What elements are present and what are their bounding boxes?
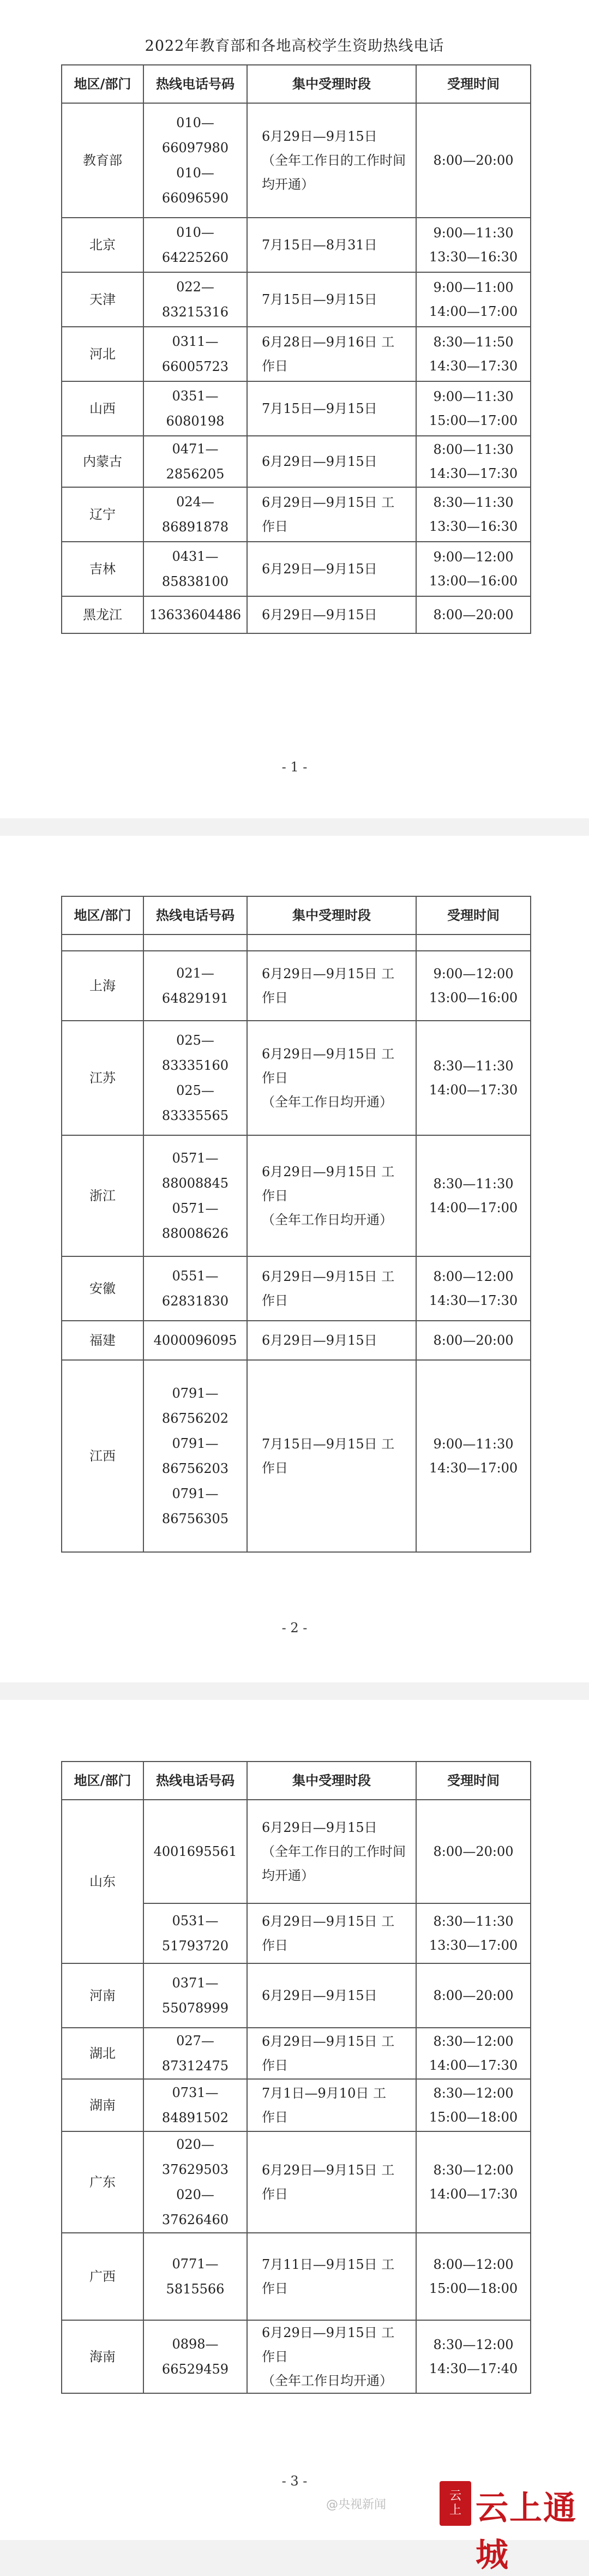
cell-line: 作日 bbox=[262, 1188, 288, 1203]
cell-line: 作日 bbox=[262, 2058, 288, 2073]
cell-period bbox=[247, 542, 416, 596]
cell-line: 6月29日—9月15日 工 bbox=[262, 1164, 395, 1179]
table-row bbox=[62, 487, 531, 542]
cell-region: 湖南 bbox=[62, 2079, 143, 2131]
brand-watermark: 云上通城 bbox=[476, 2489, 577, 2574]
cell-line: 51793720 bbox=[161, 1938, 229, 1954]
cell-line: 020— bbox=[176, 2187, 214, 2202]
table-row bbox=[62, 2233, 531, 2320]
header-region: 地区/部门 bbox=[62, 65, 143, 103]
cell-period bbox=[247, 1135, 416, 1256]
cell-line: 62831830 bbox=[161, 1293, 229, 1309]
cell-hours bbox=[416, 2233, 531, 2320]
hotline-table-page-3 bbox=[61, 1761, 531, 2394]
cell-line: 9:00—12:00 bbox=[433, 549, 514, 565]
cell-period bbox=[247, 1256, 416, 1321]
table-row bbox=[62, 381, 531, 436]
cell-line: 9:00—12:00 bbox=[433, 966, 514, 981]
cell-region: 山西 bbox=[62, 381, 143, 436]
table-row bbox=[62, 596, 531, 633]
cell-hours bbox=[416, 1256, 531, 1321]
cell-line: 14:30—17:00 bbox=[429, 1460, 518, 1476]
cell-line: 均开通） bbox=[262, 177, 314, 192]
cell-line: 83215316 bbox=[161, 304, 229, 320]
cell-phone bbox=[143, 381, 247, 436]
cell-line: 66005723 bbox=[161, 359, 229, 374]
cell-period bbox=[247, 596, 416, 633]
cell-line: 14:00—17:30 bbox=[429, 2058, 518, 2073]
cell-line: 8:00—11:30 bbox=[433, 442, 514, 457]
cell-phone bbox=[143, 951, 247, 1021]
cell-hours bbox=[416, 1321, 531, 1360]
cell-hours bbox=[416, 218, 531, 272]
cell-line: 作日 bbox=[262, 2110, 288, 2125]
cell-line: 6月29日—9月15日 bbox=[262, 1333, 377, 1348]
header-region: 地区/部门 bbox=[62, 1762, 143, 1800]
cell-hours bbox=[416, 103, 531, 218]
cell-line: 86756203 bbox=[161, 1461, 229, 1476]
cell-line: 6月29日—9月15日 工 bbox=[262, 1269, 395, 1284]
header-hours: 受理时间 bbox=[416, 65, 531, 103]
cell-line: 88008845 bbox=[161, 1176, 229, 1191]
header-hours: 受理时间 bbox=[416, 1762, 531, 1800]
cell-line: 9:00—11:30 bbox=[433, 389, 514, 404]
cell-line: 0731— bbox=[172, 2085, 219, 2100]
cell-hours bbox=[416, 1903, 531, 1963]
cell-line: 6月29日—9月15日 bbox=[262, 1820, 377, 1835]
cell-line: 0791— bbox=[172, 1486, 219, 1501]
cell-region: 辽宁 bbox=[62, 487, 143, 542]
cell-hours bbox=[416, 487, 531, 542]
cell-line: 14:00—17:30 bbox=[429, 1082, 518, 1098]
cell-region: 北京 bbox=[62, 218, 143, 272]
cell-line: 8:00—12:00 bbox=[433, 2257, 514, 2272]
cell-line: 作日 bbox=[262, 2281, 288, 2296]
cell-period bbox=[247, 272, 416, 327]
cell-hours bbox=[416, 381, 531, 436]
cell-phone bbox=[143, 1963, 247, 2028]
cell-period bbox=[247, 2028, 416, 2079]
cell-line: 作日 bbox=[262, 1070, 288, 1086]
cell-phone bbox=[143, 218, 247, 272]
cell-phone bbox=[143, 1021, 247, 1135]
cell-line: 0471— bbox=[172, 441, 219, 457]
cell-line: 0898— bbox=[172, 2337, 219, 2352]
cell-line: （全年工作日均开通） bbox=[262, 1212, 393, 1227]
cell-line: 8:30—11:50 bbox=[433, 334, 514, 350]
page-3 bbox=[0, 1700, 589, 2540]
cell-hours bbox=[416, 542, 531, 596]
cell-phone bbox=[143, 487, 247, 542]
table-row bbox=[62, 1360, 531, 1552]
cell-phone bbox=[143, 1135, 247, 1256]
cell-region: 海南 bbox=[62, 2320, 143, 2393]
cell-line: 8:30—11:30 bbox=[433, 495, 514, 510]
header-hours: 受理时间 bbox=[416, 896, 531, 934]
cell-region: 湖北 bbox=[62, 2028, 143, 2079]
cell-line: 6月29日—9月15日 工 bbox=[262, 2034, 395, 2049]
cell-region: 广东 bbox=[62, 2131, 143, 2233]
cell-line: 14:30—17:30 bbox=[429, 466, 518, 481]
cell-line: 6月29日—9月15日 工 bbox=[262, 2162, 395, 2178]
table-row bbox=[62, 2079, 531, 2131]
cell-line: 8:30—11:30 bbox=[433, 1176, 514, 1191]
page-2 bbox=[0, 836, 589, 1682]
cell-period bbox=[247, 1963, 416, 2028]
cell-line: 021— bbox=[176, 966, 214, 981]
cell-line: 13633604486 bbox=[149, 607, 241, 622]
cell-region: 山东 bbox=[62, 1800, 143, 1963]
cell-line: 55078999 bbox=[161, 2000, 229, 2016]
page-number: - 2 - bbox=[281, 1620, 308, 1636]
cell-line: （全年工作日均开通） bbox=[262, 1094, 393, 1110]
cell-line: 6月29日—9月15日 工 bbox=[262, 495, 395, 510]
cell-line: 024— bbox=[176, 494, 214, 510]
hotline-table-page-2 bbox=[61, 896, 531, 1553]
cell-region: 上海 bbox=[62, 951, 143, 1021]
table-row bbox=[62, 436, 531, 487]
cell-line: 4001695561 bbox=[153, 1844, 237, 1859]
cell-line: 6月29日—9月15日 工 bbox=[262, 2325, 395, 2340]
cell-phone bbox=[143, 272, 247, 327]
cell-line: 6月29日—9月15日 bbox=[262, 1988, 377, 2003]
table-row bbox=[62, 327, 531, 381]
cell-line: 14:00—17:00 bbox=[429, 1200, 518, 1215]
cell-period bbox=[247, 381, 416, 436]
header-region: 地区/部门 bbox=[62, 896, 143, 934]
cell-line: 0771— bbox=[172, 2256, 219, 2272]
header-phone: 热线电话号码 bbox=[143, 896, 247, 934]
cell-line: 14:30—17:30 bbox=[429, 358, 518, 374]
cell-line: 66529459 bbox=[161, 2362, 229, 2377]
cell-line: 8:00—20:00 bbox=[433, 1844, 514, 1859]
table-row bbox=[62, 1135, 531, 1256]
cell-phone bbox=[143, 103, 247, 218]
table-row bbox=[62, 103, 531, 218]
cell-hours bbox=[416, 2028, 531, 2079]
cell-hours bbox=[416, 1360, 531, 1552]
cell-line: 作日 bbox=[262, 358, 288, 374]
cell-line: 022— bbox=[176, 279, 214, 295]
cell-phone bbox=[143, 542, 247, 596]
cell-region: 河南 bbox=[62, 1963, 143, 2028]
cell-line: 83335160 bbox=[161, 1058, 229, 1073]
cell-line: 14:30—17:30 bbox=[429, 1293, 518, 1308]
cell-hours bbox=[416, 1021, 531, 1135]
cell-period bbox=[247, 218, 416, 272]
page-1 bbox=[0, 0, 589, 818]
cell-phone bbox=[143, 1360, 247, 1552]
cell-line: 作日 bbox=[262, 519, 288, 534]
cell-region: 吉林 bbox=[62, 542, 143, 596]
cell-line: 83335565 bbox=[161, 1108, 229, 1123]
cell-line: 0311— bbox=[172, 334, 219, 349]
cell-line: 15:00—17:00 bbox=[429, 413, 518, 428]
cell-period bbox=[247, 2079, 416, 2131]
cell-line: 14:30—17:40 bbox=[429, 2361, 518, 2376]
cell-line: 13:30—16:30 bbox=[429, 249, 518, 265]
cell-line: 作日 bbox=[262, 1460, 288, 1476]
header-period: 集中受理时段 bbox=[247, 65, 416, 103]
cell-line: 37626460 bbox=[161, 2212, 229, 2227]
cell-phone bbox=[143, 2233, 247, 2320]
cell-line: 9:00—11:30 bbox=[433, 225, 514, 241]
cell-period bbox=[247, 1321, 416, 1360]
cell-phone bbox=[143, 1903, 247, 1963]
cell-line: 7月15日—9月15日 bbox=[262, 401, 377, 416]
cell-region: 教育部 bbox=[62, 103, 143, 218]
cell-line: 5815566 bbox=[166, 2281, 225, 2297]
cell-line: 8:00—20:00 bbox=[433, 153, 514, 168]
cell-line: （全年工作日的工作时间 bbox=[262, 1844, 406, 1859]
header-phone: 热线电话号码 bbox=[143, 65, 247, 103]
cell-phone bbox=[143, 2028, 247, 2079]
cell-line: 6月29日—9月15日 bbox=[262, 607, 377, 622]
table-row bbox=[62, 2028, 531, 2079]
cell-line: 66096590 bbox=[161, 190, 229, 206]
cell-period bbox=[247, 103, 416, 218]
table-row bbox=[62, 542, 531, 596]
cell-line: 0371— bbox=[172, 1975, 219, 1991]
header-period: 集中受理时段 bbox=[247, 896, 416, 934]
cell-line: 8:00—20:00 bbox=[433, 1988, 514, 2003]
cell-hours bbox=[416, 1963, 531, 2028]
cell-period bbox=[247, 2233, 416, 2320]
cell-line: 37629503 bbox=[161, 2162, 229, 2177]
cell-line: 025— bbox=[176, 1033, 214, 1048]
cell-region: 内蒙古 bbox=[62, 436, 143, 487]
cell-line: 010— bbox=[176, 115, 214, 130]
cell-period bbox=[247, 1800, 416, 1903]
cell-region: 安徽 bbox=[62, 1256, 143, 1321]
cell-line: 作日 bbox=[262, 1293, 288, 1308]
cell-line: 84891502 bbox=[161, 2110, 229, 2125]
table-header-row bbox=[62, 896, 531, 934]
table-row bbox=[62, 951, 531, 1021]
cell-phone bbox=[143, 1321, 247, 1360]
cell-hours bbox=[416, 272, 531, 327]
cell-period bbox=[247, 1360, 416, 1552]
cell-line: 8:30—12:00 bbox=[433, 2337, 514, 2352]
cell-line: 6月28日—9月16日 工 bbox=[262, 334, 395, 350]
cell-line: 4000096095 bbox=[153, 1333, 237, 1348]
cell-line: （全年工作日的工作时间 bbox=[262, 153, 406, 168]
cell-line: 13:30—17:00 bbox=[429, 1938, 518, 1953]
cell-line: 85838100 bbox=[161, 574, 229, 589]
cell-region: 广西 bbox=[62, 2233, 143, 2320]
cell-line: 均开通） bbox=[262, 1868, 314, 1883]
cell-phone bbox=[143, 436, 247, 487]
seal-char: 云 bbox=[449, 2489, 461, 2503]
cell-line: 86756305 bbox=[161, 1511, 229, 1526]
cell-hours bbox=[416, 327, 531, 381]
cell-line: 020— bbox=[176, 2137, 214, 2152]
cell-line: 7月11日—9月15日 工 bbox=[262, 2257, 395, 2272]
cell-line: 7月15日—9月15日 bbox=[262, 292, 377, 307]
cell-line: 作日 bbox=[262, 1938, 288, 1953]
cell-line: 9:00—11:00 bbox=[433, 280, 514, 295]
cell-line: 6080198 bbox=[166, 414, 225, 429]
cell-period bbox=[247, 487, 416, 542]
cell-line: 8:30—12:00 bbox=[433, 2034, 514, 2049]
cell-phone bbox=[143, 1800, 247, 1903]
cell-line: 13:00—16:00 bbox=[429, 573, 518, 589]
cell-line: 2856205 bbox=[166, 466, 225, 482]
cell-phone bbox=[143, 596, 247, 633]
cell-line: 13:00—16:00 bbox=[429, 990, 518, 1005]
cell-line: 0531— bbox=[172, 1913, 219, 1928]
cell-region: 江西 bbox=[62, 1360, 143, 1552]
header-period: 集中受理时段 bbox=[247, 1762, 416, 1800]
cell-region: 黑龙江 bbox=[62, 596, 143, 633]
table-row bbox=[62, 1256, 531, 1321]
page-number: - 3 - bbox=[281, 2473, 308, 2489]
cell-hours bbox=[416, 436, 531, 487]
cell-phone bbox=[143, 1256, 247, 1321]
cell-line: 6月29日—9月15日 工 bbox=[262, 1914, 395, 1929]
cell-line: 9:00—11:30 bbox=[433, 1436, 514, 1452]
cell-line: 0571— bbox=[172, 1151, 219, 1166]
table-row bbox=[62, 218, 531, 272]
cell-line: 15:00—18:00 bbox=[429, 2281, 518, 2296]
cell-line: 86756202 bbox=[161, 1411, 229, 1426]
table-header-row bbox=[62, 65, 531, 103]
cell-phone bbox=[143, 2079, 247, 2131]
seal-char: 上 bbox=[449, 2503, 461, 2517]
cell-hours bbox=[416, 2320, 531, 2393]
cell-line: （全年工作日均开通） bbox=[262, 2373, 393, 2388]
cell-period bbox=[247, 951, 416, 1021]
cell-line: 64829191 bbox=[161, 991, 229, 1006]
cell-period bbox=[247, 1903, 416, 1963]
cell-line: 0551— bbox=[172, 1268, 219, 1284]
cell-period bbox=[247, 436, 416, 487]
cell-line: 8:30—11:30 bbox=[433, 1058, 514, 1074]
cell-line: 8:30—11:30 bbox=[433, 1914, 514, 1929]
cell-line: 64225260 bbox=[161, 250, 229, 265]
cell-line: 027— bbox=[176, 2033, 214, 2048]
cell-region: 江苏 bbox=[62, 1021, 143, 1135]
cell-line: 7月15日—9月15日 工 bbox=[262, 1436, 395, 1452]
cell-line: 8:30—12:00 bbox=[433, 2162, 514, 2178]
cell-line: 作日 bbox=[262, 2349, 288, 2364]
cell-hours bbox=[416, 1135, 531, 1256]
table-spacer-row bbox=[62, 934, 531, 951]
cell-hours bbox=[416, 2131, 531, 2233]
cell-hours bbox=[416, 2079, 531, 2131]
cell-line: 010— bbox=[176, 225, 214, 240]
table-row bbox=[62, 1800, 531, 1903]
cell-region: 天津 bbox=[62, 272, 143, 327]
table-header-row bbox=[62, 1762, 531, 1800]
cell-line: 6月29日—9月15日 bbox=[262, 561, 377, 577]
hotline-table-page-1 bbox=[61, 64, 531, 634]
table-row bbox=[62, 2131, 531, 2233]
cell-hours bbox=[416, 1800, 531, 1903]
cell-line: 0571— bbox=[172, 1201, 219, 1216]
cell-line: 0791— bbox=[172, 1386, 219, 1401]
cell-hours bbox=[416, 951, 531, 1021]
cell-phone bbox=[143, 2320, 247, 2393]
cell-line: 6月29日—9月15日 bbox=[262, 129, 377, 144]
cell-line: 88008626 bbox=[161, 1226, 229, 1241]
cell-region: 福建 bbox=[62, 1321, 143, 1360]
cell-line: 14:00—17:00 bbox=[429, 304, 518, 319]
cell-phone bbox=[143, 2131, 247, 2233]
cell-phone bbox=[143, 327, 247, 381]
cell-line: 025— bbox=[176, 1083, 214, 1098]
table-row bbox=[62, 1963, 531, 2028]
cell-region: 河北 bbox=[62, 327, 143, 381]
cell-line: 作日 bbox=[262, 990, 288, 1005]
cell-line: 8:00—20:00 bbox=[433, 1333, 514, 1348]
header-phone: 热线电话号码 bbox=[143, 1762, 247, 1800]
cell-line: 87312475 bbox=[161, 2058, 229, 2074]
cell-line: 8:30—12:00 bbox=[433, 2086, 514, 2101]
cell-line: 86891878 bbox=[161, 519, 229, 535]
cell-line: 8:00—20:00 bbox=[433, 607, 514, 622]
cell-line: 13:30—16:30 bbox=[429, 519, 518, 534]
cell-period bbox=[247, 1021, 416, 1135]
cell-line: 6月29日—9月15日 bbox=[262, 454, 377, 469]
brand-seal-icon bbox=[440, 2481, 471, 2526]
cell-line: 0791— bbox=[172, 1436, 219, 1451]
cell-line: 7月1日—9月10日 工 bbox=[262, 2086, 386, 2101]
cell-line: 010— bbox=[176, 165, 214, 181]
cell-line: 15:00—18:00 bbox=[429, 2110, 518, 2125]
table-row bbox=[62, 272, 531, 327]
cell-period bbox=[247, 327, 416, 381]
cell-line: 7月15日—8月31日 bbox=[262, 237, 377, 253]
cell-region: 浙江 bbox=[62, 1135, 143, 1256]
page-number: - 1 - bbox=[281, 759, 308, 775]
cell-hours bbox=[416, 596, 531, 633]
cell-line: 6月29日—9月15日 工 bbox=[262, 966, 395, 981]
cell-line: 作日 bbox=[262, 2186, 288, 2202]
table-row bbox=[62, 1021, 531, 1135]
document-title: 2022年教育部和各地高校学生资助热线电话 bbox=[145, 38, 444, 55]
table-row bbox=[62, 2320, 531, 2393]
cell-period bbox=[247, 2320, 416, 2393]
cell-period bbox=[247, 2131, 416, 2233]
weibo-watermark: @央视新闻 bbox=[326, 2498, 387, 2512]
cell-line: 14:00—17:30 bbox=[429, 2186, 518, 2202]
cell-line: 6月29日—9月15日 工 bbox=[262, 1046, 395, 1062]
cell-line: 0431— bbox=[172, 549, 219, 564]
cell-line: 8:00—12:00 bbox=[433, 1269, 514, 1284]
table-row bbox=[62, 1321, 531, 1360]
cell-line: 0351— bbox=[172, 388, 219, 404]
cell-line: 66097980 bbox=[161, 140, 229, 155]
